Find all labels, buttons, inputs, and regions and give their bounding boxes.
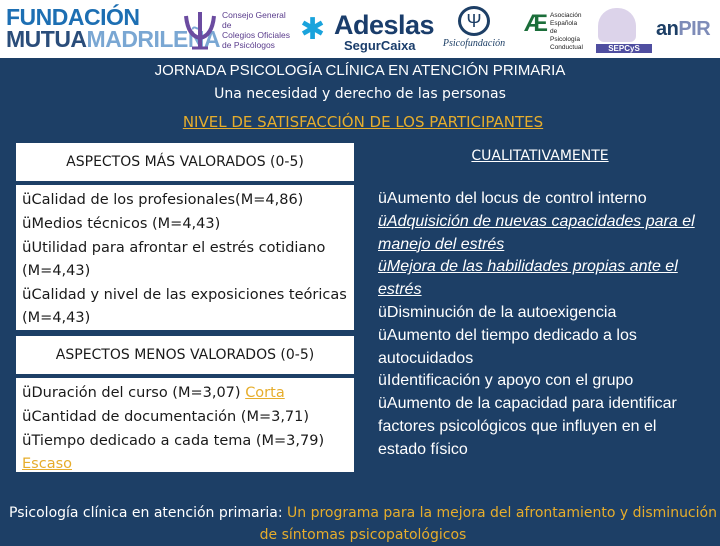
tag-corta: Corta (245, 385, 285, 401)
star-icon: ✱ (300, 13, 326, 46)
check-icon: ü (378, 372, 387, 390)
cualitativamente-list (378, 188, 708, 462)
check-icon: ü (378, 326, 387, 344)
section-title: NIVEL DE SATISFACCIÓN DE LOS PARTICIPANTES (182, 113, 544, 131)
psicofundacion-logo: Ψ Psicofundación (438, 4, 510, 54)
list-item: üAumento del locus de control interno (378, 190, 647, 207)
check-icon: ü (22, 383, 32, 401)
check-icon: ü (22, 238, 32, 256)
ae-mark-icon: Æ (524, 10, 548, 37)
list-item: üDisminución de la autoexigencia (378, 303, 617, 321)
list-item: üMejora de las habilidades propias ante el estrés (378, 258, 678, 299)
list-item: üDuración del curso (M=3,07) Corta (22, 383, 285, 401)
check-icon: ü (378, 258, 387, 276)
check-icon: ü (378, 212, 387, 230)
footer-caption (0, 502, 720, 546)
mas-valorados-header: ASPECTOS MÁS VALORADOS (0-5) (16, 143, 354, 181)
page-title: JORNADA PSICOLOGÍA CLÍNICA EN ATENCIÓN PRIMARIA (154, 62, 566, 79)
list-item: üTiempo dedicado a cada tema (M=3,79) Escaso (22, 431, 325, 472)
consejo-text: Consejo General de Colegios Oficiales de Psicólogos (222, 10, 291, 50)
aepc-logo: Æ Asociación Española de Psicología Conductual (524, 10, 583, 51)
psi-icon (182, 10, 218, 50)
list-item: üCantidad de documentación (M=3,71) (22, 407, 310, 425)
logo-text-line2: MUTUAMADRILEÑA (6, 26, 221, 52)
check-icon: ü (378, 190, 387, 207)
tag-escaso: Escaso (22, 456, 72, 472)
list-item: üUtilidad para afrontar el estrés cotidiano (M=4,43) (22, 238, 326, 279)
check-icon: ü (22, 285, 32, 303)
logo-text-line1: FUNDACIÓN (6, 4, 140, 30)
menos-valorados-panel (16, 378, 354, 472)
footer-highlight: Un programa para la mejora del afrontamiento y disminución de síntomas psicopatológicos (259, 505, 717, 543)
check-icon: ü (22, 214, 32, 232)
check-icon: ü (22, 407, 32, 425)
list-item: üMedios técnicos (M=4,43) (22, 214, 221, 232)
list-item: üAumento del tiempo dedicado a los autocuidados (378, 326, 637, 367)
list-item: üIdentificación y apoyo con el grupo (378, 372, 634, 390)
head-profile-icon (598, 8, 636, 42)
check-icon: ü (22, 190, 32, 208)
consejo-psicologos-logo (182, 8, 292, 52)
psi-circle-icon: Ψ (458, 6, 490, 36)
list-item: üCalidad y nivel de las exposiciones teóricas (M=4,43) (22, 285, 347, 326)
footer-prefix: Psicología clínica en atención primaria: (9, 505, 283, 521)
mas-valorados-panel (16, 185, 354, 330)
page-subtitle: Una necesidad y derecho de las personas (214, 86, 506, 102)
anpir-logo: anPIR (656, 18, 711, 40)
list-item: üCalidad de los profesionales(M=4,86) (22, 190, 304, 208)
check-icon: ü (378, 395, 387, 413)
adeslas-logo: ✱ Adeslas SegurCaixa (300, 10, 435, 53)
list-item: üAumento de la capacidad para identificar factores psicológicos que influyen en el estado físico (378, 395, 677, 458)
check-icon: ü (22, 431, 32, 449)
list-item: üAdquisición de nuevas capacidades para el manejo del estrés (378, 212, 695, 253)
sepcys-logo: SEPCyS (592, 8, 650, 54)
check-icon: ü (378, 303, 387, 321)
cualitativamente-title: CUALITATIVAMENTE (471, 148, 609, 164)
logo-strip (0, 0, 720, 58)
menos-valorados-header: ASPECTOS MENOS VALORADOS (0-5) (16, 336, 354, 374)
